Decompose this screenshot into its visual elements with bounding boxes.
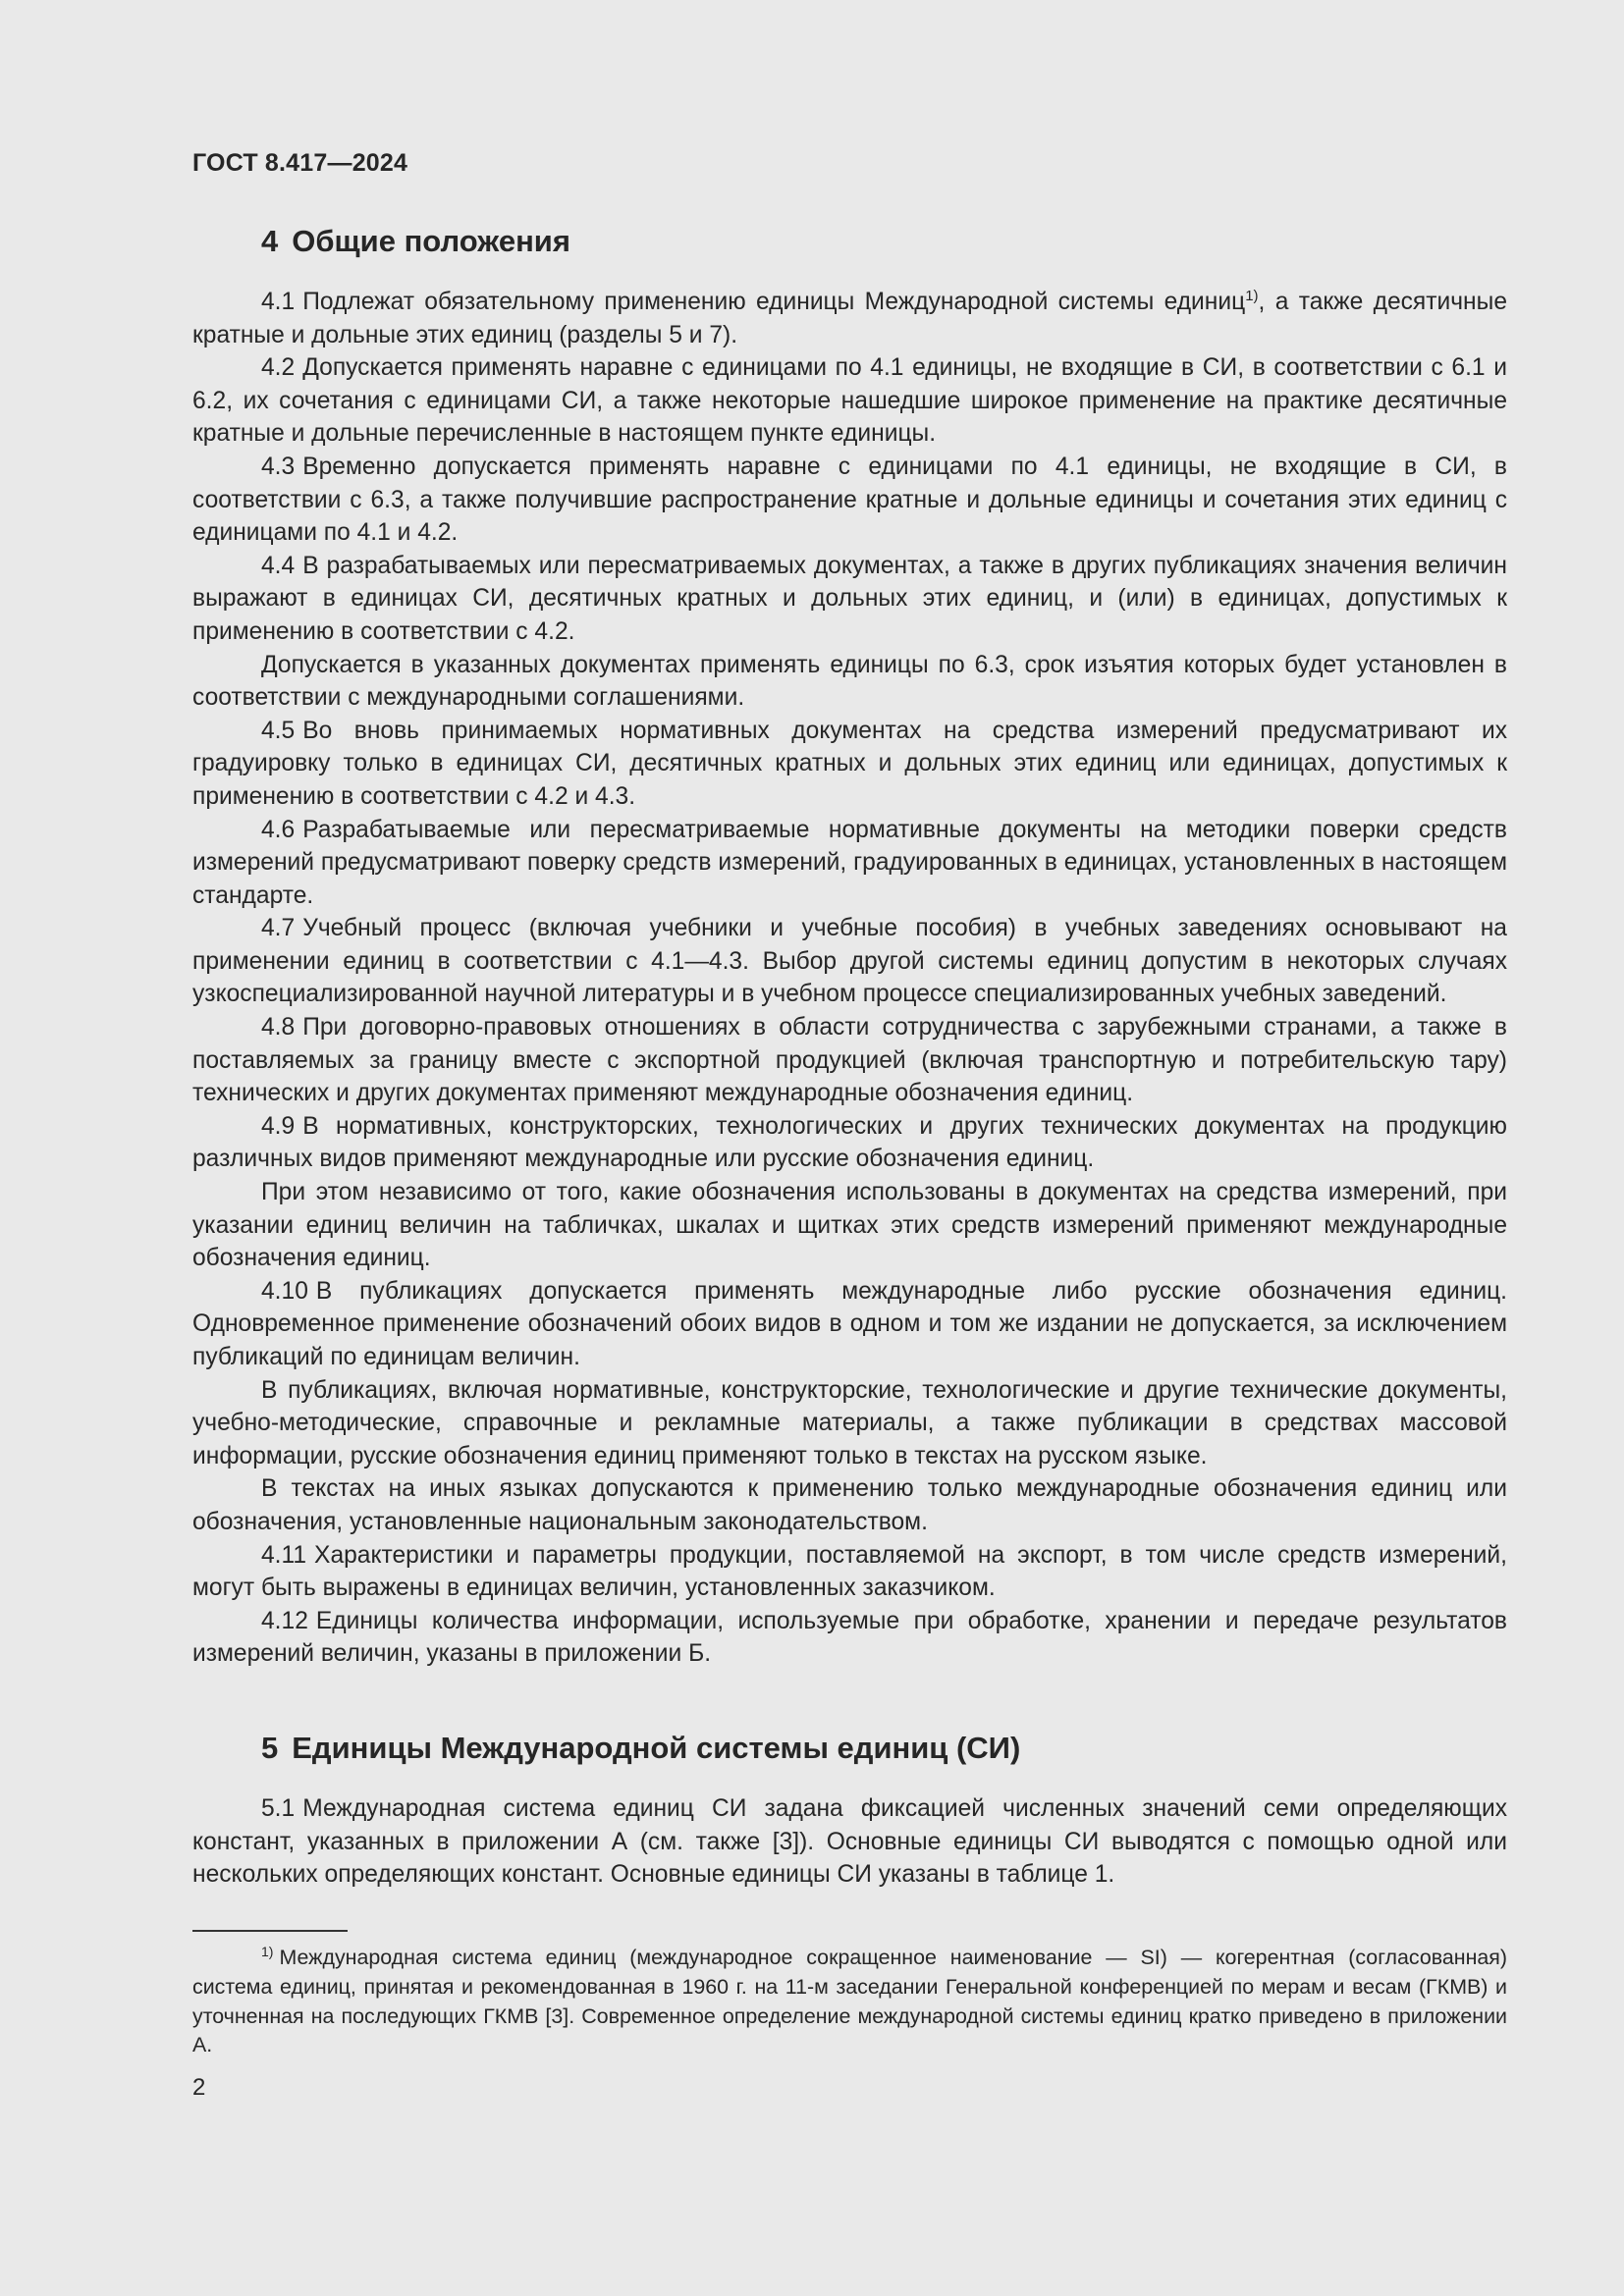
paragraph	[192, 550, 1507, 649]
paragraph-number: 4.7	[261, 915, 296, 942]
paragraph-number: 4.10	[261, 1277, 308, 1305]
paragraph-text: Международная система единиц СИ задана фиксацией численных значений семи определяющих констант, указанных в приложении А (см. также [3]). Основные единицы СИ выводятся с помощью одной или нескольких определяющих констант. Основные единицы СИ указаны в таблице 1.	[192, 1795, 1507, 1889]
paragraph-number: 4.3	[261, 453, 296, 480]
paragraph	[192, 649, 1507, 715]
paragraph-text: Характеристики и параметры продукции, поставляемой на экспорт, в том числе средств измерений, могут быть выражены в единицах величин, установленных заказчиком.	[192, 1541, 1507, 1602]
paragraph-number: 4.11	[261, 1541, 307, 1569]
paragraph-number: 4.2	[261, 354, 296, 382]
paragraph	[192, 1374, 1507, 1473]
paragraph-text-tail: , а также десятичные кратные и дольные этих единиц (разделы 5 и 7).	[192, 289, 1507, 348]
paragraph-text: В публикациях, включая нормативные, конструкторские, технологические и другие технические документы, учебно-методические, справочные и рекламные материалы, а также публикации в средствах массовой информации, русские обозначения единиц применяют только в текстах на русском языке.	[192, 1376, 1507, 1469]
section-5-heading	[261, 1731, 1020, 1766]
section-5-number: 5	[261, 1731, 279, 1765]
paragraph-number: 4.9	[261, 1112, 296, 1140]
section-4-heading	[261, 224, 570, 259]
paragraph-number: 4.1	[261, 289, 296, 315]
paragraph	[192, 912, 1507, 1011]
section-4-title: Общие положения	[292, 224, 570, 258]
paragraph	[192, 1792, 1507, 1892]
paragraph	[192, 1176, 1507, 1275]
paragraph	[192, 1472, 1507, 1538]
page-number: 2	[192, 2074, 206, 2101]
footnote-text: Международная система единиц (международное сокращенное наименование — SI) — когерентная (согласованная) система единиц, принятая и рекомендованная в 1960 г. на 11-м заседании Генеральной конференцией по мерам и весам (ГКМВ) и уточненная на последующих ГКМВ [3]. Современное определение международной системы единиц кратко приведено в приложении А.	[192, 1946, 1507, 2057]
document-code: ГОСТ 8.417—2024	[192, 149, 408, 177]
paragraph	[192, 286, 1507, 351]
footnote-separator	[192, 1930, 348, 1932]
paragraph-number: 4.8	[261, 1014, 296, 1041]
paragraph-text: В текстах на иных языках допускаются к применению только международные обозначения единиц или обозначения, установленные национальным законодательством.	[192, 1475, 1507, 1535]
paragraph-text: Допускается применять наравне с единицами по 4.1 единицы, не входящие в СИ, в соответствии с 6.1 и 6.2, их сочетания с единицами СИ, а также некоторые нашедшие широкое применение на практике десятичные кратные и дольные перечисленные в настоящем пункте единицы.	[192, 354, 1507, 448]
footnote-marker: 1)	[261, 1943, 274, 1959]
paragraph-text: В публикациях допускается применять международные либо русские обозначения единиц. Одновременное применение обозначений обоих видов в одном и том же издании не допускается, за исключением публикаций по единицам величин.	[192, 1277, 1507, 1370]
paragraph	[192, 1275, 1507, 1374]
paragraph	[192, 451, 1507, 550]
paragraph-number: 4.4	[261, 552, 296, 579]
paragraph-text: Учебный процесс (включая учебники и учебные пособия) в учебных заведениях основывают на применении единиц в соответствии с 4.1—4.3. Выбор другой системы единиц допустим в некоторых случаях узкоспециализированной научной литературы и в учебном процессе специализированных учебных заведений.	[192, 915, 1507, 1008]
paragraph	[192, 715, 1507, 814]
paragraph-text: Временно допускается применять наравне с единицами по 4.1 единицы, не входящие в СИ, в соответствии с 6.3, а также получившие распространение кратные и дольные единицы и сочетания этих единиц с единицами по 4.1 и 4.2.	[192, 453, 1507, 547]
paragraph	[192, 351, 1507, 451]
section-5-title: Единицы Международной системы единиц (СИ)	[292, 1731, 1021, 1765]
paragraph-text: В разрабатываемых или пересматриваемых документах, а также в других публикациях значения величин выражают в единицах СИ, десятичных кратных и дольных этих единиц, и (или) в единицах, допустимых к применению в соответствии с 4.2.	[192, 552, 1507, 645]
section-4-body	[192, 286, 1507, 1671]
paragraph-text: Единицы количества информации, используемые при обработке, хранении и передаче результатов измерений величин, указаны в приложении Б.	[192, 1607, 1507, 1668]
paragraph-text: При этом независимо от того, какие обозначения использованы в документах на средства измерений, при указании единиц величин на табличках, шкалах и щитках этих средств измерений применяют международные обозначения единиц.	[192, 1179, 1507, 1272]
footnote-reference: 1)	[1245, 287, 1259, 304]
paragraph	[192, 1539, 1507, 1605]
paragraph	[192, 814, 1507, 913]
paragraph-number: 5.1	[261, 1795, 296, 1822]
paragraph-text: Во вновь принимаемых нормативных документах на средства измерений предусматривают их градуировку только в единицах СИ, десятичных кратных и дольных этих единиц или единицах, допустимых к применению в соответствии с 4.2 и 4.3.	[192, 717, 1507, 810]
paragraph-text: Разрабатываемые или пересматриваемые нормативные документы на методики поверки средств измерений предусматривают поверку средств измерений, градуированных в единицах, установленных в настоящем стандарте.	[192, 816, 1507, 909]
paragraph-text: При договорно-правовых отношениях в области сотрудничества с зарубежными странами, а также в поставляемых за границу вместе с экспортной продукцией (включая транспортную и потребительскую тару) технических и других документах применяют международные обозначения единиц.	[192, 1014, 1507, 1107]
paragraph-number: 4.12	[261, 1607, 308, 1634]
paragraph-text: Допускается в указанных документах применять единицы по 6.3, срок изъятия которых будет установлен в соответствии с международными соглашениями.	[192, 651, 1507, 712]
section-5-body	[192, 1792, 1507, 1892]
paragraph	[192, 1605, 1507, 1671]
paragraph-number: 4.6	[261, 816, 296, 843]
section-4-number: 4	[261, 224, 279, 258]
paragraph	[192, 1110, 1507, 1176]
paragraph	[192, 1011, 1507, 1110]
paragraph-text: Подлежат обязательному применению единицы Международной системы единиц	[302, 289, 1246, 315]
footnote	[192, 1944, 1507, 2060]
paragraph-number: 4.5	[261, 717, 296, 744]
paragraph-text: В нормативных, конструкторских, технологических и других технических документах на продукцию различных видов применяют международные или русские обозначения единиц.	[192, 1112, 1507, 1173]
